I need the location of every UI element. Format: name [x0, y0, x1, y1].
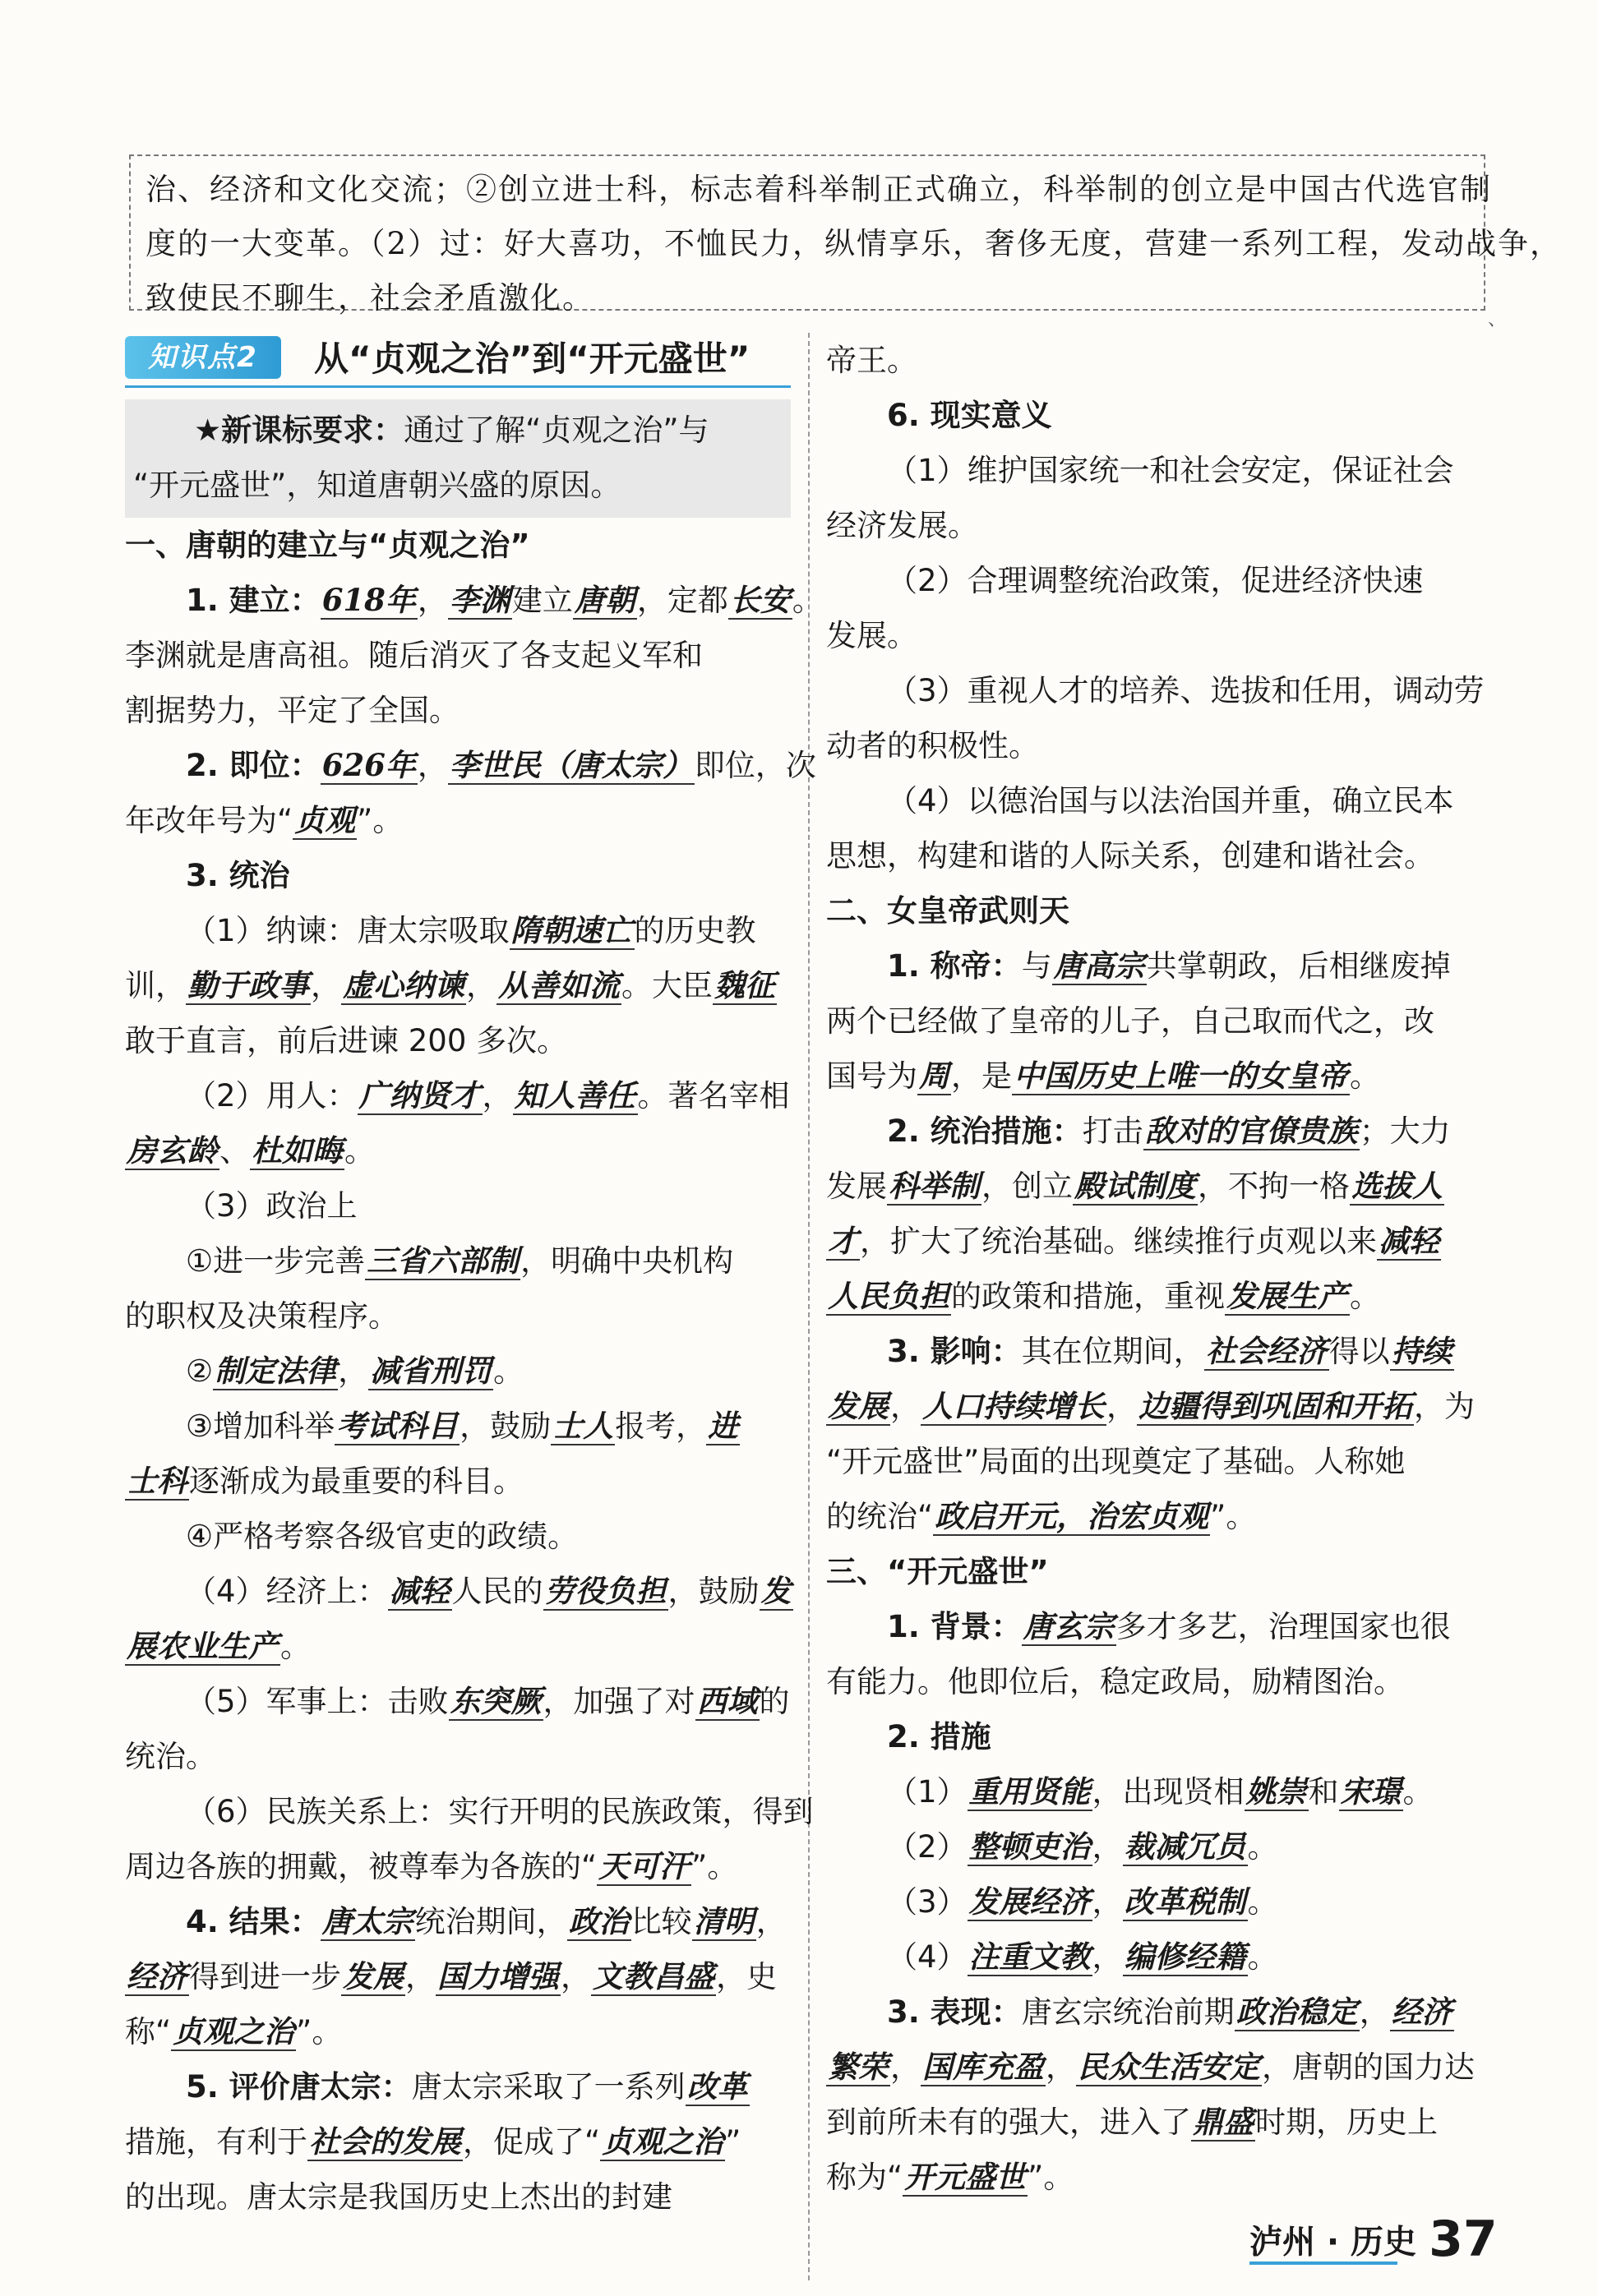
- answer: 三省六部制: [367, 1243, 520, 1279]
- answer: 经济: [1391, 1994, 1453, 2030]
- answer: 经济: [127, 1958, 187, 1994]
- answer: 持续: [1391, 1333, 1453, 1369]
- answer: 政治稳定: [1235, 1994, 1358, 2030]
- answer: 虚心纳谏: [343, 967, 464, 1003]
- answer: 唐朝: [574, 582, 635, 618]
- text-line: 李渊就是唐高祖。随后消灭了各支起义军和: [125, 638, 703, 673]
- answer: 减轻: [1379, 1223, 1439, 1259]
- text-line: （4）以德治国与以法治国并重，确立民本: [887, 783, 1454, 818]
- text-line: 发展科举制，创立殿试制度，不拘一格选拔人: [826, 1168, 1443, 1204]
- text-line: （1）纳谏：唐太宗吸取隋朝速亡的历史教: [186, 912, 756, 948]
- text-line: 称“贞观之治”。: [125, 2013, 343, 2049]
- requirement-text: “开元盛世”，知道唐朝兴盛的原因。: [133, 468, 621, 503]
- text-line: 发展。: [826, 618, 917, 653]
- answer: 从善如流: [498, 967, 620, 1003]
- answer: 618年: [321, 582, 416, 618]
- answer: 国力增强: [437, 1958, 559, 1994]
- text-line: “开元盛世”局面的出现奠定了基础。人称她: [826, 1444, 1406, 1479]
- section-title: 一、唐朝的建立与“贞观之治”: [125, 528, 530, 563]
- text-line: （2）用人：广纳贤才，知人善任。著名宰相: [186, 1077, 790, 1113]
- answer: 贞观之治: [602, 2123, 724, 2160]
- answer: 发展: [343, 1958, 404, 1994]
- answer: 中国历史上唯一的女皇帝: [1014, 1058, 1348, 1094]
- text-line: 2. 即位：626年，李世民（唐太宗）即位，次: [186, 747, 816, 783]
- knowledge-point-badge: 知识点2: [125, 336, 281, 379]
- answer: 天可汗: [598, 1848, 690, 1884]
- answer: 西域: [696, 1683, 758, 1719]
- text-line: （4）注重文教，编修经籍。: [887, 1939, 1278, 1975]
- answer: 贞观之治: [173, 2013, 295, 2049]
- subsection-title: 2. 措施: [887, 1719, 991, 1754]
- text-line: 2. 统治措施：打击敌对的官僚贵族；大力: [887, 1113, 1451, 1149]
- answer: 房玄龄: [127, 1132, 218, 1169]
- section-title: 三、“开元盛世”: [826, 1554, 1049, 1589]
- answer: 魏征: [714, 967, 775, 1003]
- page-footer: [1249, 2211, 1498, 2268]
- answer: 殿试制度: [1074, 1168, 1196, 1204]
- answer: 发展生产: [1226, 1278, 1348, 1314]
- answer: 发: [760, 1573, 792, 1609]
- text-line: （2）合理调整统治政策，促进经济快速: [887, 563, 1424, 598]
- text-line: 繁荣，国库充盈，民众生活安定，唐朝的国力达: [828, 2049, 1475, 2085]
- answer: 减省刑罚: [370, 1353, 492, 1389]
- answer: 唐高宗: [1053, 947, 1145, 984]
- text-line: 经济得到进一步发展，国力增强，文教昌盛，史: [127, 1958, 777, 1994]
- text-line: ③增加科举考试科目，鼓励士人报考，进: [186, 1408, 739, 1444]
- answer: 重用贤能: [968, 1773, 1091, 1810]
- text-line: （2）整顿吏治，裁减冗员。: [887, 1828, 1278, 1865]
- text-line: 帝王。: [826, 343, 917, 378]
- text-line: ④严格考察各级官吏的政绩。: [186, 1519, 579, 1554]
- text-line: 房玄龄、杜如晦。: [127, 1132, 375, 1169]
- text-line: 有能力。他即位后，稳定政局，励精图治。: [826, 1664, 1404, 1699]
- answer: 李渊: [449, 582, 510, 618]
- answer: 清明: [693, 1903, 755, 1939]
- text-line: 的统治“政启开元，治宏贞观”。: [826, 1498, 1257, 1534]
- text-line: 割据势力，平定了全国。: [125, 693, 460, 728]
- text-line: 经济发展。: [826, 508, 978, 543]
- answer: 知人善任: [514, 1077, 636, 1113]
- text-line: 1. 背景：唐玄宗多才多艺，治理国家也很: [887, 1608, 1451, 1644]
- requirement-text: 通过了解“贞观之治”与: [404, 413, 709, 448]
- answer: 进: [708, 1408, 739, 1444]
- answer: 勤于政事: [187, 967, 309, 1003]
- previous-answer-box: [129, 154, 1563, 316]
- text-line: 士科逐渐成为最重要的科目。: [127, 1463, 524, 1499]
- answer: 制定法律: [215, 1353, 337, 1389]
- answer: 人口持续增长: [922, 1388, 1105, 1424]
- answer: 姚崇: [1245, 1773, 1307, 1810]
- answer: 发展经济: [968, 1883, 1091, 1920]
- text-line: 的出现。唐太宗是我国历史上杰出的封建: [125, 2179, 672, 2215]
- subsection-title: 6. 现实意义: [887, 398, 1052, 433]
- answer: 社会经济: [1205, 1333, 1328, 1369]
- text-line: 5. 评价唐太宗：唐太宗采取了一系列改革: [186, 2068, 748, 2105]
- text-line: ①进一步完善三省六部制，明确中央机构: [186, 1243, 734, 1279]
- answer: 广纳贤才: [358, 1077, 481, 1113]
- answer: 劳役负担: [544, 1573, 667, 1609]
- corner-mark: 、: [1488, 310, 1507, 330]
- text-line: ②制定法律，减省刑罚。: [186, 1353, 524, 1389]
- answer: 宋璟: [1340, 1773, 1402, 1810]
- answer: 裁减冗员: [1124, 1828, 1246, 1865]
- answer: 选拔人: [1351, 1168, 1443, 1204]
- text-line: 到前所未有的强大，进入了鼎盛时期，历史上: [826, 2104, 1438, 2140]
- right-column: [826, 333, 1484, 2205]
- answer: 考试科目: [336, 1408, 459, 1444]
- footer-underline: [1249, 2261, 1397, 2265]
- text-line: （5）军事上：击败东突厥，加强了对西域的: [186, 1683, 790, 1719]
- footer-label: 泸州 · 历史: [1249, 2223, 1417, 2261]
- answer: 隋朝速亡: [510, 912, 633, 948]
- text-line: 的职权及决策程序。: [125, 1298, 399, 1334]
- answer: 改革税制: [1124, 1883, 1246, 1920]
- answer: 周: [919, 1058, 949, 1094]
- section-title: 二、女皇帝武则天: [826, 893, 1069, 929]
- answer: 社会的发展: [309, 2123, 461, 2160]
- page-number: 37: [1429, 2211, 1498, 2268]
- text-line: （1）重用贤能，出现贤相姚崇和宋璟。: [887, 1773, 1434, 1810]
- text-line: 措施，有利于社会的发展，促成了“贞观之治”: [125, 2123, 741, 2160]
- text-line: 4. 结果：唐太宗统治期间，政治比较清明，: [186, 1903, 787, 1939]
- answer: 唐玄宗: [1023, 1608, 1115, 1644]
- answer: 鼎盛: [1193, 2104, 1254, 2140]
- answer: 杜如晦: [252, 1132, 343, 1169]
- answer: 繁荣: [828, 2049, 889, 2085]
- subsection-title: 3. 统治: [186, 858, 290, 893]
- answer: 编修经籍: [1124, 1939, 1246, 1975]
- knowledge-point-title: 从“贞观之治”到“开元盛世”: [314, 339, 751, 379]
- answer: 唐太宗: [321, 1903, 413, 1939]
- text-line: （3）政治上: [186, 1188, 358, 1224]
- answer: 政治: [568, 1903, 630, 1939]
- answer: 文教昌盛: [593, 1958, 714, 1994]
- requirement-label: ★新课标要求：: [194, 413, 404, 448]
- answer: 626年: [321, 747, 416, 783]
- text-line: 思想，构建和谐的人际关系，创建和谐社会。: [826, 838, 1434, 874]
- answer: 注重文教: [968, 1939, 1091, 1975]
- answer: 改革: [686, 2068, 748, 2105]
- answer: 政启开元，治宏贞观: [935, 1498, 1209, 1534]
- answer: 贞观: [294, 802, 356, 838]
- text-line: 1. 称帝：与唐高宗共掌朝政，后相继废掉: [887, 947, 1451, 984]
- text-line: 动者的积极性。: [826, 728, 1039, 763]
- text-line: 称为“开元盛世”。: [826, 2159, 1074, 2195]
- text-line: （3）发展经济，改革税制。: [887, 1883, 1278, 1920]
- answer: 整顿吏治: [968, 1828, 1091, 1865]
- answer: 人民负担: [828, 1278, 949, 1314]
- text-line: （4）经济上：减轻人民的劳役负担，鼓励发: [186, 1573, 792, 1609]
- text-line: 统治。: [125, 1739, 216, 1774]
- answer: 开元盛世: [904, 2159, 1027, 2195]
- answer: 科举制: [889, 1168, 980, 1204]
- text-line: 3. 影响：其在位期间，社会经济得以持续: [887, 1333, 1453, 1369]
- answer: 长安: [729, 582, 791, 618]
- text-line: （6）民族关系上：实行开明的民族政策，得到: [186, 1794, 814, 1829]
- text-line: （1）维护国家统一和社会安定，保证社会: [887, 453, 1454, 488]
- answer: 减轻: [389, 1573, 450, 1609]
- text-line: 周边各族的拥戴，被尊奉为各族的“天可汗”。: [125, 1848, 738, 1884]
- answer: 士人: [552, 1408, 614, 1444]
- text-line: 才，扩大了统治基础。继续推行贞观以来减轻: [828, 1223, 1439, 1259]
- answer: 民众生活安定: [1078, 2049, 1260, 2085]
- answer: 展农业生产: [127, 1628, 279, 1664]
- text-line: 展农业生产。: [127, 1628, 311, 1664]
- text-line: 两个已经做了皇帝的儿子，自己取而代之，改: [826, 1003, 1434, 1039]
- answer: 东突厥: [450, 1683, 542, 1719]
- text-line: 发展，人口持续增长，边疆得到巩固和开拓，为: [828, 1388, 1475, 1424]
- answer: 敌对的官僚贵族: [1144, 1113, 1358, 1149]
- answer: 国库充盈: [922, 2049, 1044, 2085]
- text-line: （3）重视人才的培养、选拔和任用，调动劳: [887, 673, 1485, 708]
- text-line: 敢于直言，前后进谏 200 多次。: [125, 1023, 568, 1058]
- text-line: 国号为周，是中国历史上唯一的女皇帝。: [826, 1058, 1380, 1094]
- left-column: [125, 333, 823, 2225]
- answer: 才: [828, 1223, 858, 1259]
- answer: 发展: [828, 1388, 889, 1424]
- answer: 士科: [127, 1463, 187, 1499]
- box-line: 致使民不聊生，社会矛盾激化。: [145, 280, 594, 316]
- knowledge-point-header: [125, 333, 791, 388]
- text-line: 1. 建立：618年，李渊建立唐朝，定都长安。: [186, 582, 823, 618]
- curriculum-requirement: [125, 399, 791, 518]
- text-line: 人民负担的政策和措施，重视发展生产。: [828, 1278, 1380, 1314]
- text-line: 训，勤于政事，虚心纳谏，从善如流。大臣魏征: [125, 967, 775, 1003]
- box-line: 度的一大变革。（2）过：好大喜功，不恤民力，纵情享乐，奢侈无度，营建一系列工程，发动战争，: [145, 226, 1563, 261]
- answer: 李世民（唐太宗）: [449, 747, 693, 783]
- answer: 边疆得到巩固和开拓: [1138, 1388, 1412, 1424]
- text-line: 3. 表现：唐玄宗统治前期政治稳定，经济: [887, 1994, 1453, 2030]
- text-line: 年改年号为“贞观”。: [125, 802, 404, 838]
- box-line: 治、经济和文化交流；②创立进士科，标志着科举制正式确立，科举制的创立是中国古代选官制: [145, 172, 1492, 207]
